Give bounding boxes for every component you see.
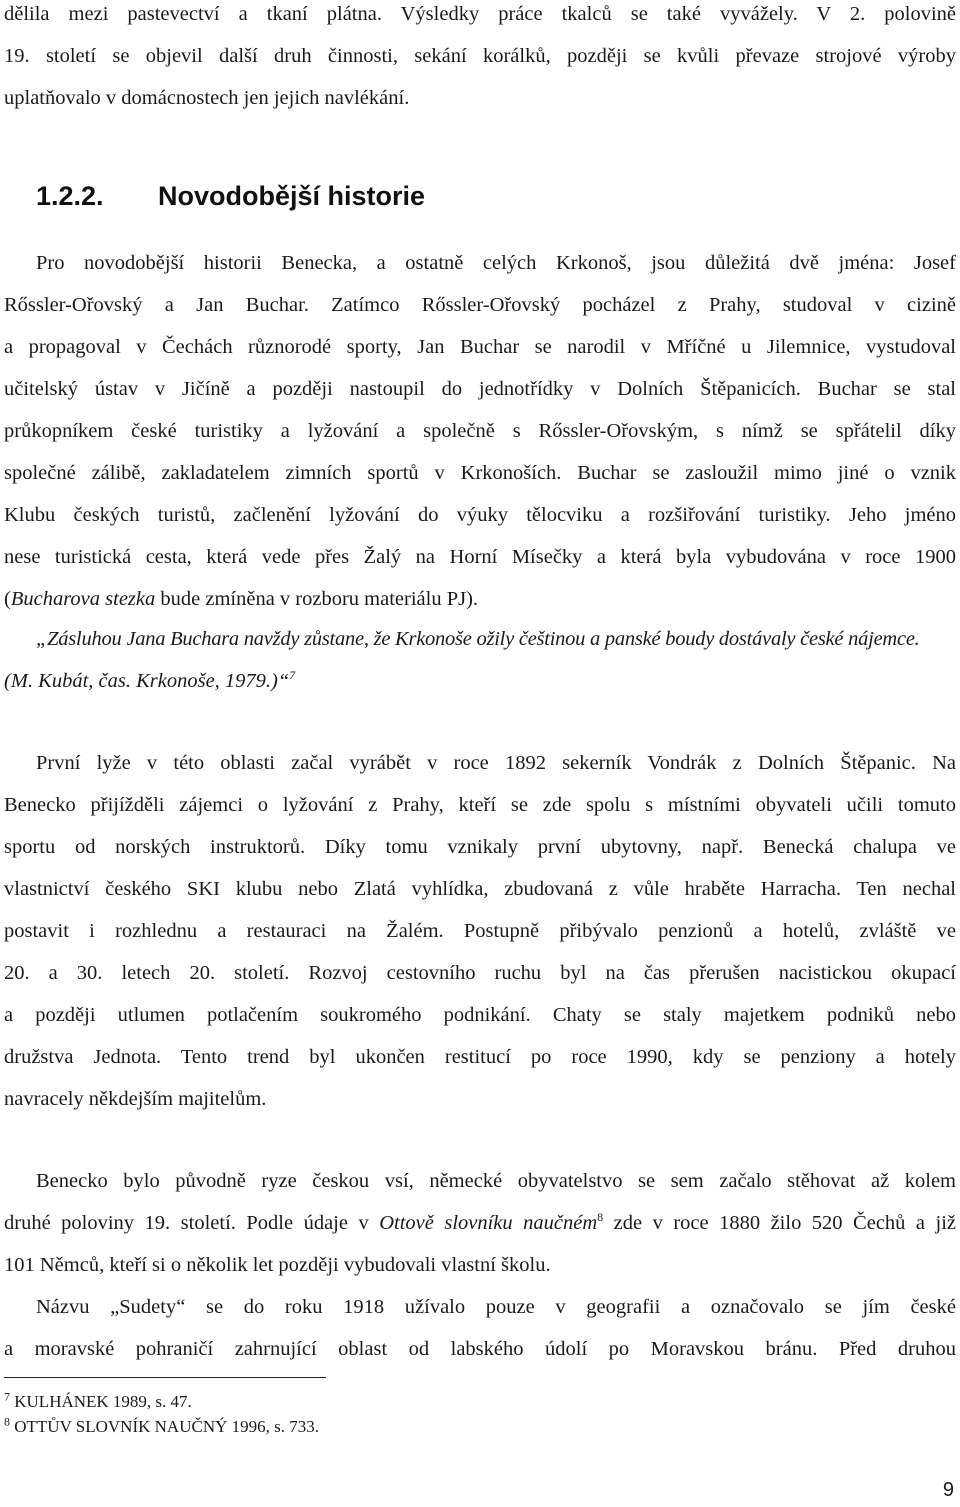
body-text-line: Pro novodobější historii Benecka, a ostatně celých Krkonoš, jsou důležitá dvě jména: Josef — [36, 252, 956, 274]
body-text-line: uplatňovalo v domácnostech jen jejich navlékání. — [4, 87, 410, 109]
body-text-line: společné zálibě, zakladatelem zimních sportů v Krkonoších. Buchar se zasloužil mimo jiné o vznik — [4, 462, 956, 484]
body-text-line: a moravské pohraničí zahrnující oblast od labského údolí po Moravskou bránu. Před druhou — [4, 1338, 956, 1360]
section-title: Novodobější historie — [158, 181, 426, 211]
body-text-line: Názvu „Sudety“ se do roku 1918 užívalo pouze v geografii a označovalo se jím české — [36, 1296, 956, 1318]
body-text-line: První lyže v této oblasti začal vyrábět v roce 1892 sekerník Vondrák z Dolních Štěpanic. Na — [36, 752, 956, 774]
footnote-number: 7 — [4, 1389, 10, 1404]
body-text-line: 20. a 30. letech 20. století. Rozvoj cestovního ruchu byl na čas přerušen nacistickou okupací — [4, 962, 956, 984]
body-text-line: vlastnictví českého SKI klubu nebo Zlatá vyhlídka, zbudovaná z vůle hraběte Harracha. Ten nechal — [4, 878, 956, 900]
italic-title: Bucharova stezka — [10, 588, 156, 610]
body-text-line: Benecko bylo původně ryze českou vsí, německé obyvatelstvo se sem začalo stěhovat až kolem — [36, 1170, 956, 1192]
body-text-line: družstva Jednota. Tento trend byl ukončen restitucí po roce 1990, kdy se penziony a hotely — [4, 1046, 956, 1068]
footnote-text: KULHÁNEK 1989, s. 47. — [14, 1392, 192, 1411]
body-text-line: učitelský ústav v Jičíně a později nastoupil do jednotřídky v Dolních Štěpanicích. Buchar se stal — [4, 378, 956, 400]
italic-title: Ottově slovníku naučném — [379, 1212, 598, 1234]
body-text-line: dělila mezi pastevectví a tkaní plátna. Výsledky práce tkalců se také vyvážely. V 2. polovině — [4, 3, 956, 25]
quote-line — [4, 669, 956, 693]
quote-line: „Zásluhou Jana Buchara navždy zůstane, že Krkonoše ožily češtinou a panské boudy dostávaly české nájemce. — [36, 628, 920, 650]
section-number: 1.2.2. — [36, 181, 104, 211]
body-text-line: sportu od norských instruktorů. Díky tomu vznikaly první ubytovny, např. Benecká chalupa ve — [4, 836, 956, 858]
body-text-line: Benecko přijížděli zájemci o lyžování z Prahy, kteří se zde spolu s místními obyvateli učili tomuto — [4, 794, 956, 816]
footnote — [4, 1389, 192, 1412]
body-text-line: 19. století se objevil další druh činnosti, sekání korálků, později se kvůli převaze strojové výroby — [4, 45, 956, 67]
body-text-line: navracely někdejším majitelům. — [4, 1088, 267, 1110]
quote-citation: (M. Kubát, čas. Krkonoše, 1979.)“ — [4, 670, 290, 692]
body-text-line: nese turistická cesta, která vede přes Žalý na Horní Mísečky a která byla vybudována v roce 1900 — [4, 546, 956, 568]
section-heading — [36, 178, 425, 214]
body-text-line: postavit i rozhlednu a restauraci na Žalém. Postupně přibývalo penzionů a hotelů, zvláště ve — [4, 920, 956, 942]
text-fragment: ( — [4, 588, 11, 610]
text-fragment: bude zmíněna v rozboru materiálu PJ). — [155, 588, 479, 610]
footnote-ref: 8 — [597, 1210, 604, 1225]
body-text-line: a propagoval v Čechách různorodé sporty, Jan Buchar se narodil v Mříčné u Jilemnice, vystudoval — [4, 336, 956, 358]
body-text-line — [4, 587, 956, 611]
body-text-line — [4, 1211, 956, 1235]
footnote — [4, 1414, 319, 1437]
footnote-separator — [4, 1377, 326, 1378]
body-text-line: průkopníkem české turistiky a lyžování a společně s Rőssler-Ořovským, s nímž se spřátelil díky — [4, 420, 956, 442]
text-fragment: druhé poloviny 19. století. Podle údaje v — [4, 1212, 380, 1234]
page-number: 9 — [942, 1479, 954, 1501]
body-text-line: 101 Němců, kteří si o několik let později vybudovali vlastní školu. — [4, 1254, 551, 1276]
body-text-line: a později utlumen potlačením soukromého podnikání. Chaty se staly majetkem podniků nebo — [4, 1004, 956, 1026]
footnote-number: 8 — [4, 1414, 10, 1429]
footnote-ref: 7 — [289, 668, 296, 683]
footnote-text: OTTŮV SLOVNÍK NAUČNÝ 1996, s. 733. — [14, 1417, 319, 1436]
body-text-line: Rőssler-Ořovský a Jan Buchar. Zatímco Rőssler-Ořovský pocházel z Prahy, studoval v cizině — [4, 294, 956, 316]
body-text-line: Klubu českých turistů, začlenění lyžování do výuky tělocviku a rozšiřování turistiky. Jeho jméno — [4, 504, 956, 526]
text-fragment: zde v roce 1880 žilo 520 Čechů a již — [603, 1212, 956, 1234]
